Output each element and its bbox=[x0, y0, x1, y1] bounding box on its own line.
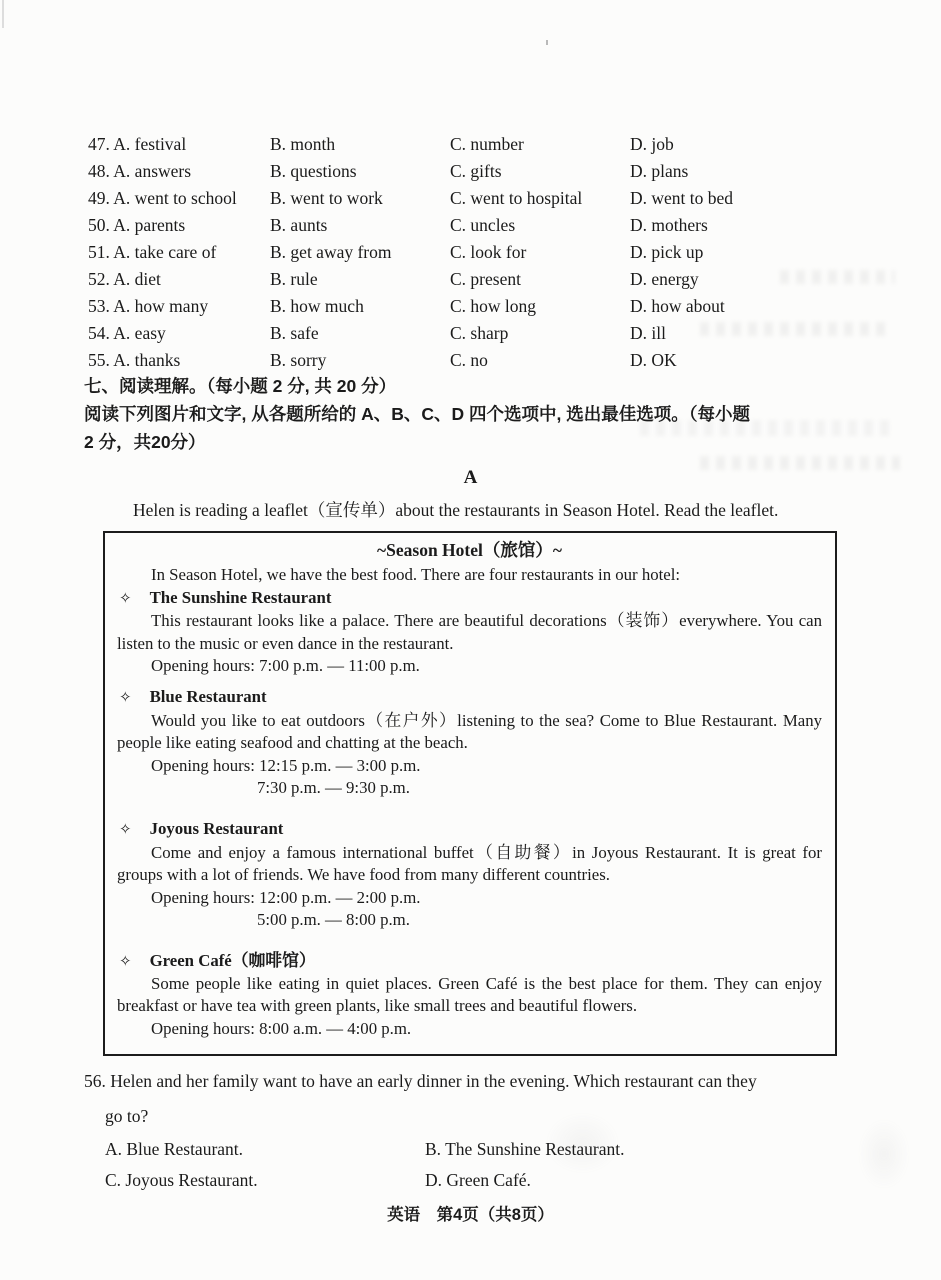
opening-hours-label: Opening hours: bbox=[151, 755, 255, 775]
question-56 bbox=[84, 1068, 874, 1194]
opening-hours-line-2: 7:30 p.m. — 9:30 p.m. bbox=[257, 778, 410, 798]
opening-hours-line bbox=[117, 1018, 822, 1040]
leaflet-title: ~Season Hotel（旅馆）~ bbox=[377, 540, 562, 560]
cloze-option-cell: D. pick up bbox=[630, 242, 704, 262]
opening-hours-label: Opening hours: bbox=[151, 887, 255, 907]
cloze-option-cell: 55. A. thanks bbox=[88, 350, 181, 370]
restaurant-description: This restaurant looks like a palace. There are beautiful decorations（装饰）everywhere. You can listen to the music or even dance in the restaurant. bbox=[117, 611, 822, 653]
cloze-option-cell: D. how about bbox=[630, 296, 725, 316]
cloze-option-cell: B. get away from bbox=[270, 242, 392, 262]
section-7-heading: 七、阅读理解。（每小题 2 分, 共 20 分） bbox=[84, 376, 397, 396]
question-56-options bbox=[105, 1136, 874, 1194]
cloze-option-cell: B. how much bbox=[270, 296, 364, 316]
cloze-option-cell: B. went to work bbox=[270, 188, 383, 208]
page-footer: 英语 第4页（共8页） bbox=[387, 1206, 554, 1224]
section-7-instruction-line-1: 阅读下列图片和文字, 从各题所给的 A、B、C、D 四个选项中, 选出最佳选项。（每小题 bbox=[84, 404, 750, 424]
passage-a-intro: Helen is reading a leaflet（宣传单）about the restaurants in Season Hotel. Read the leaflet. bbox=[133, 500, 779, 520]
restaurant-heading-row bbox=[117, 818, 822, 841]
cloze-option-cell: D. job bbox=[630, 134, 674, 154]
question-56-option-c: C. Joyous Restaurant. bbox=[105, 1170, 258, 1190]
restaurant-name: Blue Restaurant bbox=[149, 687, 267, 707]
cloze-option-cell: 48. A. answers bbox=[88, 161, 192, 181]
restaurant-section-sunshine bbox=[117, 587, 822, 678]
opening-hours-line bbox=[117, 887, 822, 909]
opening-hours-value: 8:00 a.m. — 4:00 p.m. bbox=[259, 1018, 412, 1038]
question-56-text-line-2: go to? bbox=[105, 1106, 149, 1126]
cloze-option-cell: C. look for bbox=[450, 242, 527, 262]
opening-hours-value: 7:00 p.m. — 11:00 p.m. bbox=[259, 656, 420, 676]
four-pointed-star-icon: ✧ bbox=[119, 690, 132, 707]
opening-hours-value: 12:00 p.m. — 2:00 p.m. bbox=[259, 887, 421, 907]
cloze-option-cell: 54. A. easy bbox=[88, 323, 166, 343]
cloze-option-cell: D. plans bbox=[630, 161, 689, 181]
cloze-option-cell: C. uncles bbox=[450, 215, 516, 235]
four-pointed-star-icon: ✧ bbox=[119, 822, 132, 839]
cloze-option-cell: B. month bbox=[270, 134, 336, 154]
restaurant-description: Come and enjoy a famous international buffet（自助餐）in Joyous Restaurant. It is great for groups with a lot of friends. We have food from many different countries. bbox=[117, 842, 822, 885]
part-a-label: A bbox=[463, 467, 478, 488]
restaurant-name: Green Café（咖啡馆） bbox=[149, 950, 316, 970]
restaurant-section-green-cafe bbox=[117, 950, 822, 1041]
cloze-option-cell: B. rule bbox=[270, 269, 318, 289]
section-7-instruction-line-2: 2 分，共20分） bbox=[84, 432, 206, 452]
cloze-option-cell: D. mothers bbox=[630, 215, 708, 235]
restaurant-section-blue bbox=[117, 686, 822, 799]
cloze-option-cell: D. energy bbox=[630, 269, 699, 289]
question-56-option-d: D. Green Café. bbox=[425, 1170, 531, 1190]
cloze-option-cell: C. no bbox=[450, 350, 488, 370]
leaflet-opening-line: In Season Hotel, we have the best food. There are four restaurants in our hotel: bbox=[151, 565, 681, 585]
cloze-option-cell: B. safe bbox=[270, 323, 319, 343]
opening-hours-line bbox=[117, 655, 822, 677]
question-56-text-line-1: 56. Helen and her family want to have an early dinner in the evening. Which restaurant can they bbox=[84, 1071, 757, 1091]
cloze-option-cell: C. went to hospital bbox=[450, 188, 583, 208]
cloze-option-cell: C. how long bbox=[450, 296, 537, 316]
cloze-option-cell: 52. A. diet bbox=[88, 269, 161, 289]
cloze-option-cell: 49. A. went to school bbox=[88, 188, 237, 208]
cloze-option-cell: C. present bbox=[450, 269, 521, 289]
four-pointed-star-icon: ✧ bbox=[119, 590, 132, 607]
restaurant-name: Joyous Restaurant bbox=[149, 819, 284, 839]
restaurant-heading-row bbox=[117, 686, 822, 709]
question-56-option-a: A. Blue Restaurant. bbox=[105, 1139, 244, 1159]
leaflet-box bbox=[103, 531, 837, 1056]
cloze-option-cell: D. went to bed bbox=[630, 188, 734, 208]
cloze-option-cell: B. sorry bbox=[270, 350, 327, 370]
restaurant-description: Some people like eating in quiet places. Green Café is the best place for them. They can enjoy breakfast or have tea with green plants, like small trees and beautiful flowers. bbox=[117, 973, 822, 1016]
cloze-option-cell: C. gifts bbox=[450, 161, 502, 181]
restaurant-heading-row bbox=[117, 587, 822, 610]
cloze-option-cell: 53. A. how many bbox=[88, 296, 209, 316]
opening-hours-value: 12:15 p.m. — 3:00 p.m. bbox=[259, 755, 421, 775]
four-pointed-star-icon: ✧ bbox=[119, 953, 132, 970]
cloze-options-table bbox=[88, 131, 898, 374]
cloze-option-cell: C. sharp bbox=[450, 323, 509, 343]
restaurant-name: The Sunshine Restaurant bbox=[149, 587, 332, 607]
restaurant-section-joyous bbox=[117, 818, 822, 931]
cloze-option-cell: D. OK bbox=[630, 350, 677, 370]
opening-hours-line bbox=[117, 755, 822, 777]
cloze-option-cell: 50. A. parents bbox=[88, 215, 186, 235]
cloze-option-cell: B. aunts bbox=[270, 215, 328, 235]
scan-edge-artifact bbox=[2, 0, 4, 28]
opening-hours-line-2: 5:00 p.m. — 8:00 p.m. bbox=[257, 910, 410, 930]
question-56-option-b: B. The Sunshine Restaurant. bbox=[425, 1139, 625, 1159]
restaurant-description: Would you like to eat outdoors（在户外）listening to the sea? Come to Blue Restaurant. Many people like eating seafood and chatting at the beach. bbox=[117, 710, 822, 753]
opening-hours-label: Opening hours: bbox=[151, 656, 255, 676]
cloze-option-cell: B. questions bbox=[270, 161, 357, 181]
scan-speck bbox=[546, 40, 548, 45]
cloze-option-cell: 47. A. festival bbox=[88, 134, 187, 154]
restaurant-heading-row bbox=[117, 950, 822, 973]
opening-hours-label: Opening hours: bbox=[151, 1018, 255, 1038]
cloze-option-cell: D. ill bbox=[630, 323, 666, 343]
cloze-option-cell: C. number bbox=[450, 134, 524, 154]
cloze-option-cell: 51. A. take care of bbox=[88, 242, 217, 262]
